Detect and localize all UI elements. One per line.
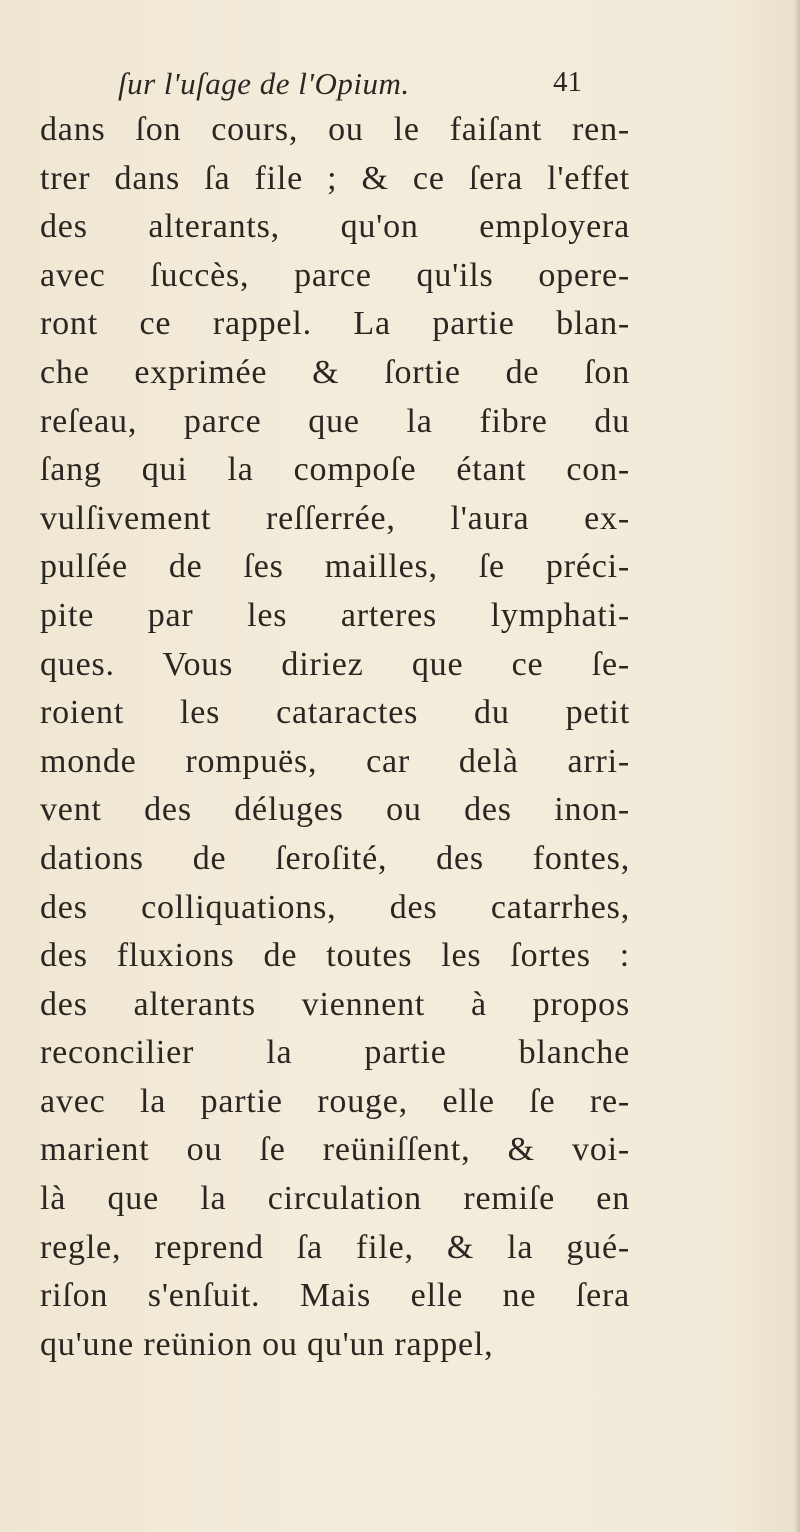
text-line: avec ſuccès, parce qu'ils opere- xyxy=(40,256,630,294)
text-line: riſon s'enſuit. Mais elle ne ſera xyxy=(40,1277,630,1315)
text-line: vulſivement reſſerrée, l'aura ex- xyxy=(40,499,630,537)
text-line: pulſée de ſes mailles, ſe préci- xyxy=(40,548,630,586)
text-line: ront ce rappel. La partie blan- xyxy=(40,305,630,343)
body-text xyxy=(40,106,630,1369)
text-line: qu'une reünion ou qu'un rappel, xyxy=(40,1325,494,1363)
text-line: vent des déluges ou des inon- xyxy=(40,791,630,829)
text-line: des alterants, qu'on employera xyxy=(40,208,630,246)
text-line: dations de ſeroſité, des fontes, xyxy=(40,839,630,877)
page-number: 41 xyxy=(553,66,582,98)
text-line: che exprimée & ſortie de ſon xyxy=(40,353,630,391)
text-line: des alterants viennent à propos xyxy=(40,985,630,1023)
text-line: marient ou ſe reüniſſent, & voi- xyxy=(40,1131,630,1169)
text-line: des fluxions de toutes les ſortes : xyxy=(40,937,630,975)
text-line: roient les cataractes du petit xyxy=(40,694,630,732)
running-head: ſur l'uſage de l'Opium. xyxy=(118,66,410,101)
text-line: là que la circulation remiſe en xyxy=(40,1180,630,1218)
text-line: pite par les arteres lymphati- xyxy=(40,596,630,634)
text-line: reconcilier la partie blanche xyxy=(40,1034,630,1072)
text-line: ques. Vous diriez que ce ſe- xyxy=(40,645,630,683)
text-line: trer dans ſa file ; & ce ſera l'effet xyxy=(40,159,630,197)
text-line: dans ſon cours, ou le faiſant ren- xyxy=(40,111,630,148)
text-line: monde rompuës, car delà arri- xyxy=(40,742,630,780)
text-line: regle, reprend ſa file, & la gué- xyxy=(40,1228,630,1266)
text-line: des colliquations, des catarrhes, xyxy=(40,888,630,926)
page-header xyxy=(118,66,598,110)
text-line: ſang qui la compoſe étant con- xyxy=(40,451,630,489)
text-line: avec la partie rouge, elle ſe re- xyxy=(40,1082,630,1120)
text-line: reſeau, parce que la fibre du xyxy=(40,402,630,440)
page-edge-shadow xyxy=(794,0,800,1532)
